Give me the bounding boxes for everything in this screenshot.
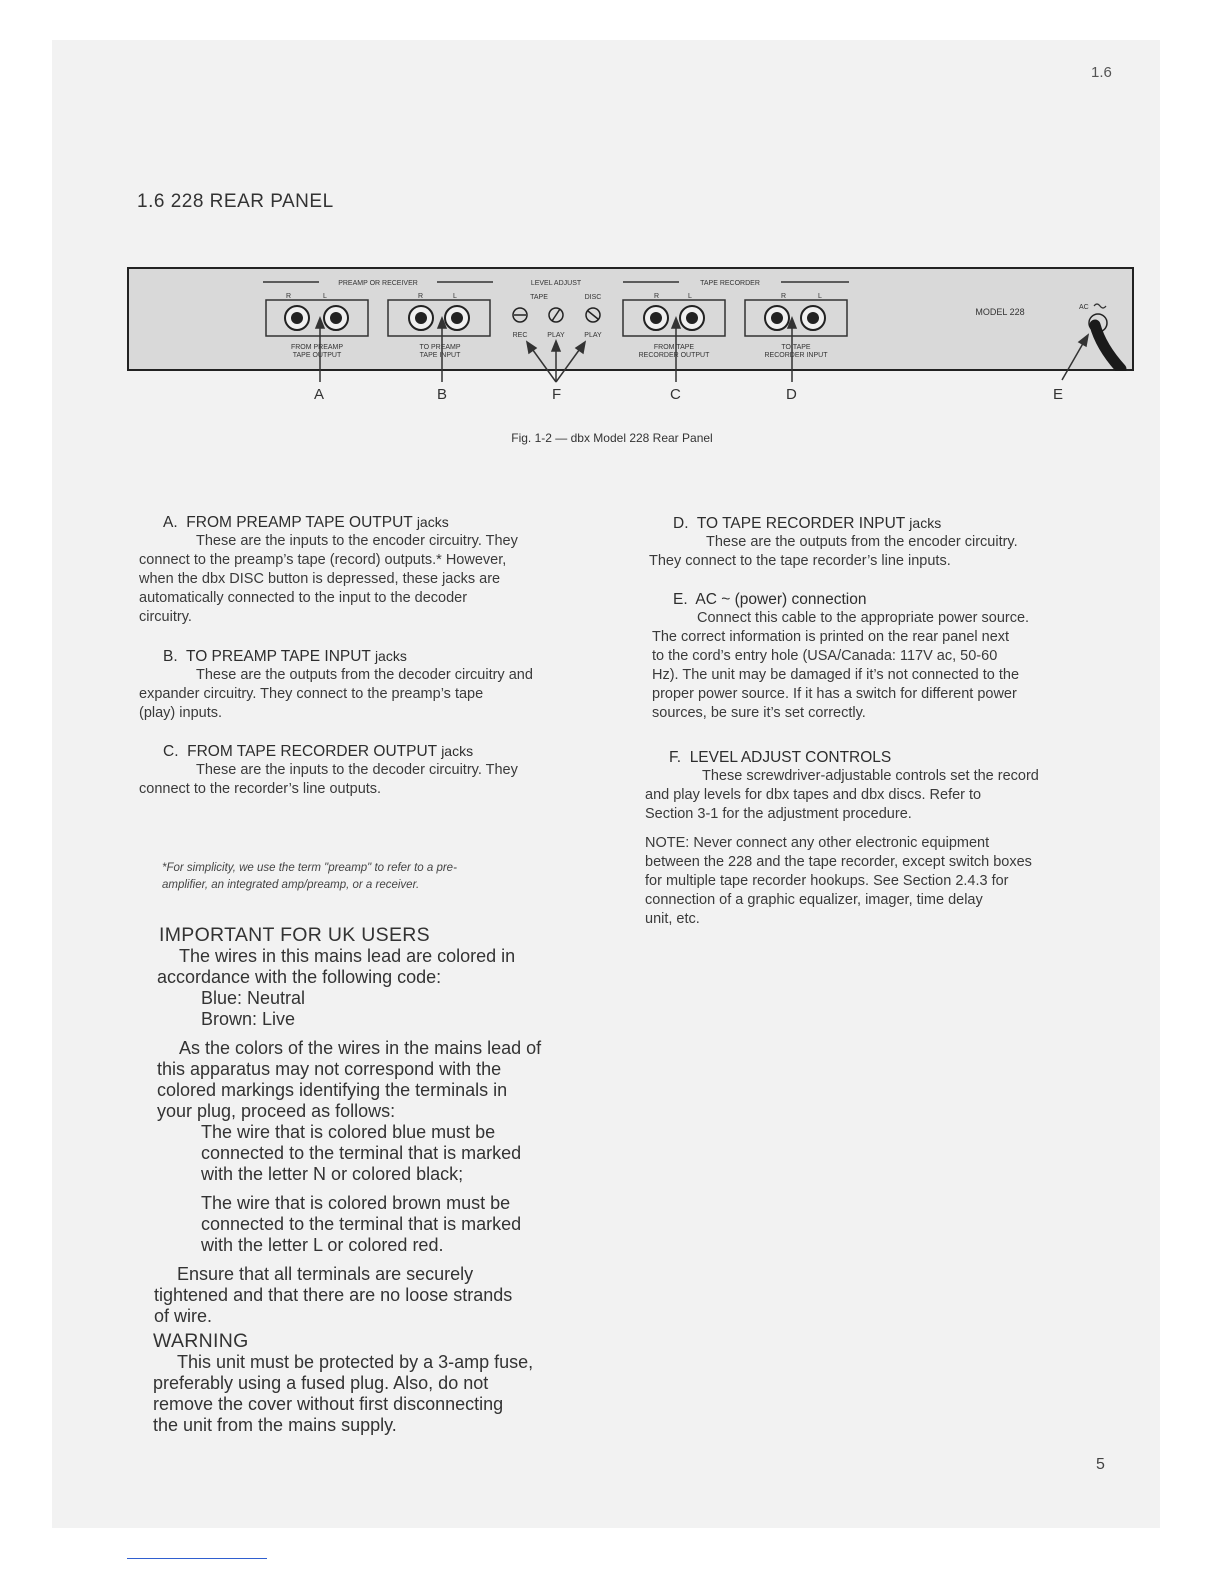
svg-text:RECORDER INPUT: RECORDER INPUT [764,352,828,359]
footnote [162,860,582,894]
uk-para2-line: your plug, proceed as follows: [157,1101,396,1121]
uk-para2-line: As the colors of the wires in the mains lead of [179,1038,542,1058]
uk-code-brown: Brown: Live [201,1009,296,1029]
item-f-letter: F. [669,749,682,766]
uk-blue-line: with the letter N or colored black; [201,1164,464,1184]
callout-c: C [670,386,681,403]
svg-text:TAPE INPUT: TAPE INPUT [419,352,461,359]
uk-warning-line: remove the cover without first disconnecting [153,1394,504,1414]
item-a [139,513,609,627]
item-e-line: Connect this cable to the appropriate power source. [697,610,1030,626]
item-d-line: These are the outputs from the encoder circuitry. [706,534,1018,550]
item-b [139,647,609,723]
item-c-suffix: jacks [441,743,474,759]
uk-users-section [153,925,613,1436]
item-c-letter: C. [163,743,179,760]
item-f-line: Section 3-1 for the adjustment procedure. [645,806,912,822]
item-e [652,590,1112,723]
item-d-line: They connect to the tape recorder’s line inputs. [649,553,951,569]
item-e-line: to the cord’s entry hole (USA/Canada: 117V ac, 50-60 [652,648,998,664]
uk-blue-line: connected to the terminal that is marked [201,1143,522,1163]
item-a-line: when the dbx DISC button is depressed, these jacks are [139,571,501,587]
item-b-line: These are the outputs from the decoder circuitry and [196,667,533,683]
group-tape-label: TAPE RECORDER [700,280,760,287]
item-a-suffix: jacks [416,514,449,530]
item-a-line: circuitry. [139,609,192,625]
svg-text:R: R [418,293,424,300]
item-c-title: FROM TAPE RECORDER OUTPUT [187,743,437,760]
uk-heading: IMPORTANT FOR UK USERS [159,924,430,946]
ac-label: AC [1079,304,1089,311]
uk-warning-line: the unit from the mains supply. [153,1415,397,1435]
svg-text:PLAY: PLAY [547,332,565,339]
item-b-line: (play) inputs. [139,705,223,721]
item-f [645,748,1105,824]
footnote-line: amplifier, an integrated amp/preamp, or a receiver. [162,879,420,891]
page-number-bottom: 5 [1096,1456,1105,1473]
blue-underline-mark [127,1558,267,1559]
svg-text:TAPE: TAPE [530,294,548,301]
uk-para3-line: tightened and that there are no loose strands [154,1285,513,1305]
item-b-line: expander circuitry. They connect to the preamp’s tape [139,686,484,702]
uk-para2-line: colored markings identifying the terminals in [157,1080,508,1100]
item-f-line: and play levels for dbx tapes and dbx discs. Refer to [645,787,982,803]
item-a-title: FROM PREAMP TAPE OUTPUT [186,514,413,531]
uk-warning-line: This unit must be protected by a 3-amp fuse, [177,1352,534,1372]
item-a-line: automatically connected to the input to the decoder [139,590,468,606]
uk-brown-line: connected to the terminal that is marked [201,1214,522,1234]
item-f-title: LEVEL ADJUST CONTROLS [689,749,892,766]
uk-code-blue: Blue: Neutral [201,988,306,1008]
model-label: MODEL 228 [975,307,1025,317]
svg-text:R: R [286,293,292,300]
figure-caption: Fig. 1-2 — dbx Model 228 Rear Panel [511,431,713,445]
svg-text:TO PREAMP: TO PREAMP [419,344,461,351]
item-d-suffix: jacks [909,515,942,531]
svg-text:REC: REC [512,332,528,339]
footnote-line: *For simplicity, we use the term "preamp" to refer to a pre- [162,862,457,874]
item-e-line: proper power source. If it has a switch for different power [652,686,1017,702]
item-e-title: AC ~ (power) connection [695,591,867,608]
svg-text:TAPE OUTPUT: TAPE OUTPUT [292,352,342,359]
callout-a: A [314,386,325,403]
svg-text:R: R [654,293,660,300]
item-a-letter: A. [163,514,178,531]
uk-brown-line: The wire that is colored brown must be [201,1193,511,1213]
group-preamp-label: PREAMP OR RECEIVER [338,280,418,287]
item-c-line: These are the inputs to the decoder circuitry. They [196,762,518,778]
item-f-line: These screwdriver-adjustable controls set the record [702,768,1039,784]
uk-para3-line: of wire. [154,1306,213,1326]
item-d-title: TO TAPE RECORDER INPUT [696,515,905,532]
svg-text:L: L [453,293,457,300]
item-c-line: connect to the recorder’s line outputs. [139,781,382,797]
item-b-letter: B. [163,648,178,665]
note-line: unit, etc. [645,911,700,927]
item-e-line: sources, be sure it’s set correctly. [652,705,866,721]
item-e-line: The correct information is printed on the rear panel next [652,629,1010,645]
callout-lines [0,0,1224,400]
section-heading: 1.6 228 REAR PANEL [137,191,334,212]
svg-text:FROM TAPE: FROM TAPE [653,344,695,351]
svg-text:R: R [781,293,787,300]
note-line: NOTE: Never connect any other electronic equipment [645,835,990,851]
callout-d: D [786,386,797,403]
uk-warning-heading: WARNING [153,1330,249,1352]
item-d-letter: D. [673,515,689,532]
note-line: connection of a graphic equalizer, imager, time delay [645,892,983,908]
uk-intro-line: accordance with the following code: [157,967,442,987]
callout-b: B [437,386,448,403]
item-c [139,742,609,799]
item-b-suffix: jacks [374,648,407,664]
svg-text:L: L [323,293,327,300]
item-b-title: TO PREAMP TAPE INPUT [186,648,371,665]
item-e-line: Hz). The unit may be damaged if it’s not connected to the [652,667,1020,683]
svg-text:L: L [818,293,822,300]
note-line: for multiple tape recorder hookups. See Section 2.4.3 for [645,873,1009,889]
svg-text:PLAY: PLAY [584,332,602,339]
item-a-line: connect to the preamp’s tape (record) outputs.* However, [139,552,507,568]
uk-intro-line: The wires in this mains lead are colored in [179,946,516,966]
callout-f: F [552,386,562,403]
uk-para2-line: this apparatus may not correspond with the [157,1059,502,1079]
callout-e: E [1053,386,1064,403]
svg-text:FROM PREAMP: FROM PREAMP [290,344,344,351]
uk-warning-line: preferably using a fused plug. Also, do not [153,1373,489,1393]
svg-text:RECORDER OUTPUT: RECORDER OUTPUT [638,352,710,359]
svg-text:L: L [688,293,692,300]
item-e-letter: E. [673,591,688,608]
page-number-top: 1.6 [1091,64,1112,81]
note-block [645,834,1105,929]
group-level-label: LEVEL ADJUST [530,280,582,287]
note-line: between the 228 and the tape recorder, except switch boxes [645,854,1032,870]
svg-text:TO TAPE: TO TAPE [781,344,811,351]
uk-para3-line: Ensure that all terminals are securely [177,1264,474,1284]
item-d [649,514,1109,571]
item-a-line: These are the inputs to the encoder circuitry. They [196,533,518,549]
uk-blue-line: The wire that is colored blue must be [201,1122,496,1142]
uk-brown-line: with the letter L or colored red. [201,1235,444,1255]
svg-text:DISC: DISC [584,294,602,301]
